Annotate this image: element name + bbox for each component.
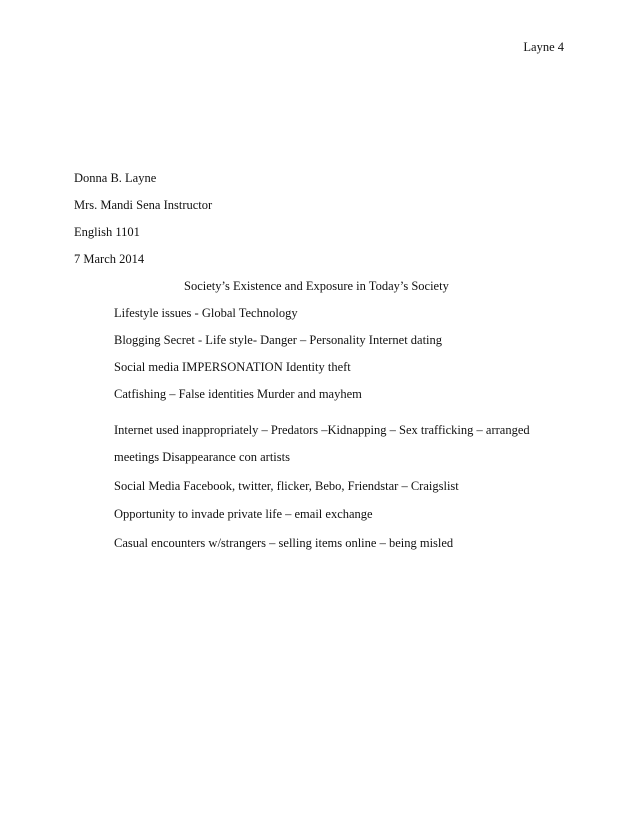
body-line: Casual encounters w/strangers – selling items online – being misled <box>114 536 454 550</box>
body-line: Internet used inappropriately – Predators –Kidnapping – Sex trafficking – arranged <box>114 423 530 437</box>
heading-instructor: Mrs. Mandi Sena Instructor <box>74 198 213 212</box>
body-line: Social media IMPERSONATION Identity theft <box>114 360 351 374</box>
body-line: Opportunity to invade private life – email exchange <box>114 507 373 521</box>
running-header-page-number: Layne 4 <box>523 40 564 54</box>
heading-author: Donna B. Layne <box>74 171 157 185</box>
heading-date: 7 March 2014 <box>74 252 145 266</box>
body-line: Catfishing – False identities Murder and mayhem <box>114 387 362 401</box>
body-line: Lifestyle issues - Global Technology <box>114 306 298 320</box>
body-line: Blogging Secret - Life style- Danger – Personality Internet dating <box>114 333 443 347</box>
essay-title: Society’s Existence and Exposure in Today’s Society <box>184 279 449 293</box>
heading-course: English 1101 <box>74 225 140 239</box>
body-line-continuation: meetings Disappearance con artists <box>114 450 290 464</box>
body-line: Social Media Facebook, twitter, flicker, Bebo, Friendstar – Craigslist <box>114 479 459 493</box>
